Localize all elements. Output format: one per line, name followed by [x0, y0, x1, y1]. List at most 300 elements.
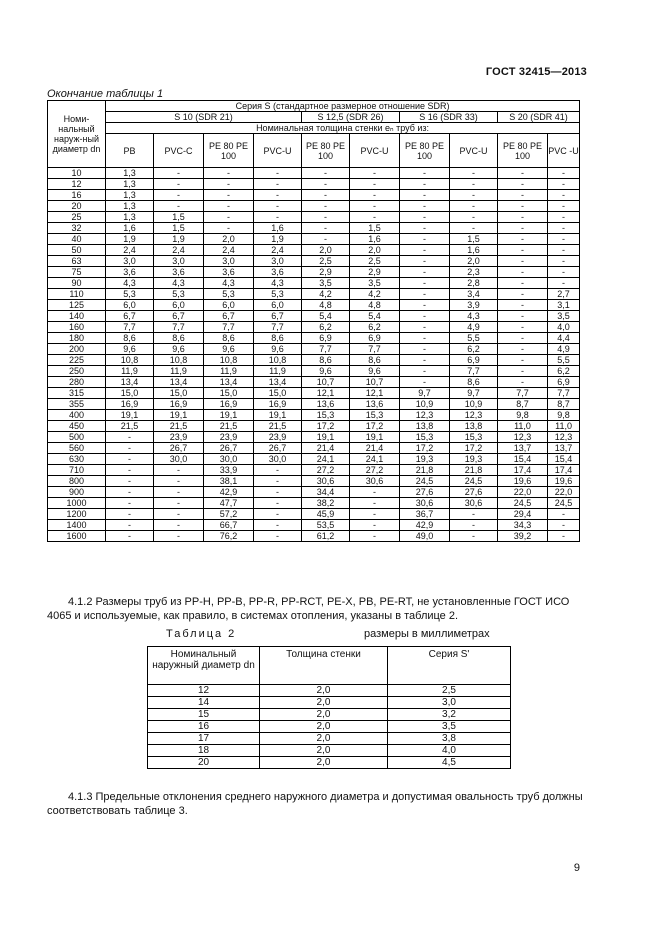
material-header: PE 80 PE 100	[302, 134, 350, 168]
thickness-cell: 19,1	[302, 432, 350, 443]
thickness-cell: 19,6	[548, 476, 580, 487]
thickness-cell: -	[498, 168, 548, 179]
thickness-cell: -	[498, 179, 548, 190]
series-cell: 3,0	[388, 697, 511, 709]
table-row	[48, 333, 580, 344]
thickness-cell: 24,5	[498, 498, 548, 509]
thickness-cell: -	[204, 223, 254, 234]
thickness-cell: 2,4	[106, 245, 154, 256]
thickness-cell: -	[254, 498, 302, 509]
thickness-cell: -	[450, 179, 498, 190]
diameter-cell: 15	[148, 709, 260, 721]
wall-cell: 2,0	[260, 721, 388, 733]
thickness-cell: 66,7	[204, 520, 254, 531]
thickness-cell: -	[350, 212, 400, 223]
thickness-cell: 12,3	[498, 432, 548, 443]
table-1-caption: Окончание таблицы 1	[47, 88, 164, 100]
thickness-cell: -	[548, 168, 580, 179]
thickness-cell: 1,9	[154, 234, 204, 245]
thickness-cell: -	[350, 201, 400, 212]
thickness-cell: -	[106, 476, 154, 487]
thickness-cell: 6,2	[548, 366, 580, 377]
thickness-cell: 1,9	[106, 234, 154, 245]
thickness-cell: 7,7	[204, 322, 254, 333]
table-row	[48, 300, 580, 311]
thickness-cell: 30,6	[302, 476, 350, 487]
thickness-cell: 24,5	[548, 498, 580, 509]
thickness-cell: -	[254, 201, 302, 212]
thickness-cell: 13,4	[106, 377, 154, 388]
thickness-cell: 5,3	[154, 289, 204, 300]
thickness-cell: 27,2	[302, 465, 350, 476]
thickness-cell: -	[498, 289, 548, 300]
table-row	[148, 685, 511, 697]
thickness-cell: 6,7	[154, 311, 204, 322]
thickness-cell: -	[154, 509, 204, 520]
thickness-cell: 9,7	[400, 388, 450, 399]
thickness-cell: 5,4	[350, 311, 400, 322]
thickness-cell: -	[254, 465, 302, 476]
thickness-cell: 12,3	[450, 410, 498, 421]
series-s10-header: S 10 (SDR 21)	[106, 112, 302, 123]
thickness-cell: 39,2	[498, 531, 548, 542]
thickness-cell: 23,9	[204, 432, 254, 443]
thickness-cell: 11,0	[498, 421, 548, 432]
diameter-cell: 800	[48, 476, 106, 487]
thickness-cell: 38,2	[302, 498, 350, 509]
diameter-cell: 900	[48, 487, 106, 498]
thickness-cell: -	[254, 179, 302, 190]
thickness-cell: 1,3	[106, 212, 154, 223]
thickness-cell: -	[400, 190, 450, 201]
thickness-cell: -	[498, 245, 548, 256]
thickness-cell: 4,0	[548, 322, 580, 333]
diameter-cell: 710	[48, 465, 106, 476]
thickness-cell: -	[400, 179, 450, 190]
t2-series-header: Серия S'	[388, 647, 511, 685]
thickness-cell: 17,2	[400, 443, 450, 454]
diameter-cell: 180	[48, 333, 106, 344]
thickness-cell: -	[254, 168, 302, 179]
thickness-cell: -	[400, 355, 450, 366]
thickness-cell: -	[548, 509, 580, 520]
thickness-cell: 3,0	[106, 256, 154, 267]
thickness-cell: -	[154, 520, 204, 531]
thickness-cell: 12,3	[400, 410, 450, 421]
diameter-cell: 40	[48, 234, 106, 245]
thickness-cell: 61,2	[302, 531, 350, 542]
thickness-cell: 10,9	[450, 399, 498, 410]
thickness-cell: 15,3	[400, 432, 450, 443]
thickness-cell: -	[400, 366, 450, 377]
thickness-cell: -	[254, 531, 302, 542]
thickness-cell: -	[498, 278, 548, 289]
thickness-cell: -	[498, 333, 548, 344]
table-2	[147, 646, 511, 769]
thickness-cell: -	[400, 256, 450, 267]
thickness-cell: 5,4	[302, 311, 350, 322]
thickness-cell: 8,6	[106, 333, 154, 344]
diameter-cell: 250	[48, 366, 106, 377]
thickness-cell: -	[400, 333, 450, 344]
material-header: PE 80 PE 100	[498, 134, 548, 168]
thickness-cell: 1,9	[254, 234, 302, 245]
thickness-cell: 13,4	[154, 377, 204, 388]
thickness-cell: -	[302, 190, 350, 201]
diameter-cell: 1200	[48, 509, 106, 520]
diameter-cell: 1600	[48, 531, 106, 542]
thickness-cell: -	[350, 498, 400, 509]
diameter-cell: 1000	[48, 498, 106, 509]
thickness-cell: 17,4	[498, 465, 548, 476]
thickness-cell: 7,7	[350, 344, 400, 355]
thickness-cell: 1,3	[106, 190, 154, 201]
thickness-cell: -	[498, 377, 548, 388]
thickness-cell: -	[450, 520, 498, 531]
page-number: 9	[573, 862, 580, 874]
thickness-cell: 2,4	[254, 245, 302, 256]
thickness-cell: 8,6	[154, 333, 204, 344]
thickness-cell: 8,6	[450, 377, 498, 388]
thickness-cell: 16,9	[106, 399, 154, 410]
thickness-cell: 22,0	[498, 487, 548, 498]
thickness-cell: 1,3	[106, 168, 154, 179]
material-header: PVC -U	[548, 134, 580, 168]
thickness-cell: 3,0	[254, 256, 302, 267]
thickness-cell: 2,8	[450, 278, 498, 289]
table-row	[48, 190, 580, 201]
thickness-cell: 13,4	[254, 377, 302, 388]
thickness-cell: 23,9	[154, 432, 204, 443]
thickness-cell: 4,3	[254, 278, 302, 289]
paragraph-4-1-2: 4.1.2 Размеры труб из PP-H, PP-B, PP-R, PP-RCT, PE-X, PB, PE-RT, не установленные ГОСТ ИСО 4065 и используемые, как правило, в системах отопления, указаны в таблице 2.	[47, 596, 570, 622]
table-row	[48, 223, 580, 234]
thickness-cell: 1,6	[450, 245, 498, 256]
diameter-cell: 1400	[48, 520, 106, 531]
thickness-cell: -	[450, 223, 498, 234]
thickness-cell: -	[498, 212, 548, 223]
thickness-cell: 21,5	[154, 421, 204, 432]
thickness-cell: 21,4	[302, 443, 350, 454]
thickness-cell: -	[302, 234, 350, 245]
thickness-cell: -	[204, 212, 254, 223]
thickness-cell: 9,6	[302, 366, 350, 377]
series-cell: 3,8	[388, 733, 511, 745]
thickness-cell: 21,4	[350, 443, 400, 454]
thickness-cell: 1,3	[106, 201, 154, 212]
thickness-cell: 2,4	[154, 245, 204, 256]
thickness-cell: 12,1	[302, 388, 350, 399]
thickness-cell: 10,8	[204, 355, 254, 366]
table-row	[48, 311, 580, 322]
thickness-cell: 1,5	[350, 223, 400, 234]
thickness-cell: 19,1	[254, 410, 302, 421]
table-row	[48, 476, 580, 487]
material-header: PE 80 PE 100	[204, 134, 254, 168]
thickness-cell: 6,9	[548, 377, 580, 388]
thickness-cell: -	[350, 487, 400, 498]
table-row	[48, 355, 580, 366]
diameter-cell: 140	[48, 311, 106, 322]
thickness-cell: 9,6	[204, 344, 254, 355]
thickness-cell: -	[450, 509, 498, 520]
table-row	[48, 498, 580, 509]
thickness-cell: 19,1	[350, 432, 400, 443]
thickness-cell: 17,2	[350, 421, 400, 432]
thickness-cell: -	[548, 212, 580, 223]
thickness-cell: 9,8	[498, 410, 548, 421]
thickness-cell: 45,9	[302, 509, 350, 520]
thickness-cell: -	[254, 487, 302, 498]
thickness-cell: 4,8	[302, 300, 350, 311]
diameter-cell: 32	[48, 223, 106, 234]
diameter-cell: 400	[48, 410, 106, 421]
thickness-cell: -	[204, 168, 254, 179]
thickness-cell: 10,8	[106, 355, 154, 366]
diameter-cell: 12	[48, 179, 106, 190]
thickness-cell: -	[350, 520, 400, 531]
thickness-cell: -	[204, 179, 254, 190]
standard-designation: ГОСТ 32415—2013	[485, 66, 587, 78]
thickness-cell: 6,7	[204, 311, 254, 322]
diameter-cell: 75	[48, 267, 106, 278]
thickness-cell: -	[498, 311, 548, 322]
series-cell: 3,5	[388, 721, 511, 733]
table-row	[48, 267, 580, 278]
table-row	[148, 709, 511, 721]
thickness-cell: -	[400, 212, 450, 223]
thickness-cell: 23,9	[254, 432, 302, 443]
t2-wall-header: Толщина стенки	[260, 647, 388, 685]
diameter-cell: 450	[48, 421, 106, 432]
thickness-cell: -	[548, 179, 580, 190]
thickness-cell: 15,0	[204, 388, 254, 399]
thickness-cell: -	[400, 201, 450, 212]
thickness-cell: -	[400, 344, 450, 355]
thickness-cell: 30,6	[350, 476, 400, 487]
thickness-cell: 4,3	[204, 278, 254, 289]
thickness-cell: -	[254, 190, 302, 201]
table-row	[48, 256, 580, 267]
thickness-cell: 7,7	[548, 388, 580, 399]
thickness-cell: 27,2	[350, 465, 400, 476]
diameter-cell: 63	[48, 256, 106, 267]
thickness-cell: -	[254, 476, 302, 487]
table-row	[48, 366, 580, 377]
thickness-cell: 3,5	[350, 278, 400, 289]
table-row	[48, 443, 580, 454]
thickness-cell: 5,3	[254, 289, 302, 300]
thickness-cell: -	[400, 223, 450, 234]
thickness-cell: -	[548, 201, 580, 212]
thickness-cell: -	[400, 168, 450, 179]
diameter-cell: 560	[48, 443, 106, 454]
thickness-cell: -	[400, 245, 450, 256]
thickness-cell: -	[204, 201, 254, 212]
thickness-cell: 15,4	[498, 454, 548, 465]
thickness-cell: -	[498, 322, 548, 333]
thickness-cell: 13,4	[204, 377, 254, 388]
thickness-cell: 2,9	[350, 267, 400, 278]
thickness-cell: 3,1	[548, 300, 580, 311]
thickness-cell: -	[350, 531, 400, 542]
table-row	[48, 520, 580, 531]
thickness-cell: 1,5	[450, 234, 498, 245]
thickness-cell: 19,3	[450, 454, 498, 465]
thickness-cell: 19,1	[106, 410, 154, 421]
diameter-cell: 355	[48, 399, 106, 410]
thickness-cell: -	[548, 245, 580, 256]
thickness-cell: 3,5	[548, 311, 580, 322]
thickness-cell: 53,5	[302, 520, 350, 531]
paragraph-4-1-3: 4.1.3 Предельные отклонения среднего наружного диаметра и допустимая овальность труб должны соответствовать таблице 3.	[47, 791, 583, 817]
material-header: PVC-U	[254, 134, 302, 168]
thickness-cell: -	[548, 234, 580, 245]
diameter-column-header: Номи-нальный наруж-ный диаметр dn	[48, 101, 106, 168]
table-row	[148, 745, 511, 757]
thickness-cell: 6,7	[254, 311, 302, 322]
thickness-cell: 33,9	[204, 465, 254, 476]
thickness-cell: -	[154, 168, 204, 179]
wall-cell: 2,0	[260, 733, 388, 745]
thickness-cell: 11,9	[204, 366, 254, 377]
thickness-cell: -	[106, 432, 154, 443]
series-cell: 2,5	[388, 685, 511, 697]
thickness-cell: 3,5	[302, 278, 350, 289]
thickness-cell: -	[154, 531, 204, 542]
thickness-cell: 12,3	[548, 432, 580, 443]
thickness-cell: -	[400, 234, 450, 245]
thickness-cell: -	[450, 212, 498, 223]
wall-cell: 2,0	[260, 697, 388, 709]
thickness-cell: 13,8	[400, 421, 450, 432]
table-row	[48, 289, 580, 300]
table-row	[48, 201, 580, 212]
thickness-cell: 4,9	[548, 344, 580, 355]
thickness-cell: 30,0	[254, 454, 302, 465]
thickness-cell: 7,7	[450, 366, 498, 377]
table-row	[48, 465, 580, 476]
thickness-cell: 13,7	[548, 443, 580, 454]
table-row	[48, 531, 580, 542]
thickness-cell: 6,0	[106, 300, 154, 311]
thickness-cell: 2,5	[302, 256, 350, 267]
thickness-cell: 26,7	[154, 443, 204, 454]
thickness-cell: 13,6	[302, 399, 350, 410]
thickness-cell: -	[498, 256, 548, 267]
table-row	[148, 757, 511, 769]
table-row	[48, 168, 580, 179]
thickness-cell: -	[254, 509, 302, 520]
thickness-cell: 4,2	[302, 289, 350, 300]
thickness-cell: 34,4	[302, 487, 350, 498]
thickness-cell: 6,2	[450, 344, 498, 355]
thickness-cell: 47,7	[204, 498, 254, 509]
thickness-cell: 2,4	[204, 245, 254, 256]
thickness-cell: -	[400, 289, 450, 300]
thickness-cell: -	[302, 223, 350, 234]
table-row	[48, 245, 580, 256]
thickness-cell: 76,2	[204, 531, 254, 542]
series-header: Серия S (стандартное размерное отношение SDR)	[106, 101, 580, 112]
thickness-cell: 24,5	[450, 476, 498, 487]
thickness-cell: -	[498, 201, 548, 212]
table-row	[48, 278, 580, 289]
thickness-cell: 21,5	[254, 421, 302, 432]
series-cell: 4,0	[388, 745, 511, 757]
thickness-cell: 34,3	[498, 520, 548, 531]
table-row	[48, 421, 580, 432]
thickness-cell: 13,8	[450, 421, 498, 432]
thickness-cell: 9,6	[350, 366, 400, 377]
thickness-cell: 4,2	[350, 289, 400, 300]
thickness-cell: -	[400, 322, 450, 333]
thickness-cell: 21,8	[400, 465, 450, 476]
thickness-cell: 10,7	[302, 377, 350, 388]
thickness-cell: 6,9	[350, 333, 400, 344]
material-header: PB	[106, 134, 154, 168]
diameter-cell: 18	[148, 745, 260, 757]
thickness-cell: 4,3	[106, 278, 154, 289]
table-row	[48, 432, 580, 443]
thickness-cell: 4,8	[350, 300, 400, 311]
thickness-cell: 5,5	[450, 333, 498, 344]
thickness-cell: 30,0	[204, 454, 254, 465]
thickness-cell: 19,1	[154, 410, 204, 421]
table-row	[48, 377, 580, 388]
series-cell: 3,2	[388, 709, 511, 721]
thickness-cell: 3,6	[154, 267, 204, 278]
thickness-cell: -	[548, 256, 580, 267]
diameter-cell: 12	[148, 685, 260, 697]
thickness-cell: 10,9	[400, 399, 450, 410]
thickness-cell: 2,3	[450, 267, 498, 278]
thickness-cell: 6,0	[204, 300, 254, 311]
diameter-cell: 315	[48, 388, 106, 399]
thickness-cell: 16,9	[204, 399, 254, 410]
thickness-cell: -	[548, 520, 580, 531]
thickness-cell: 8,6	[350, 355, 400, 366]
thickness-cell: 7,7	[254, 322, 302, 333]
thickness-cell: 4,4	[548, 333, 580, 344]
diameter-cell: 160	[48, 322, 106, 333]
thickness-cell: 7,7	[106, 322, 154, 333]
thickness-cell: -	[400, 377, 450, 388]
thickness-cell: 4,9	[450, 322, 498, 333]
thickness-cell: -	[548, 223, 580, 234]
diameter-cell: 50	[48, 245, 106, 256]
thickness-cell: -	[350, 168, 400, 179]
wall-thickness-header: Номинальная толщина стенки eₙ труб из:	[106, 123, 580, 134]
thickness-cell: -	[350, 509, 400, 520]
diameter-cell: 90	[48, 278, 106, 289]
thickness-cell: 38,1	[204, 476, 254, 487]
thickness-cell: 21,5	[106, 421, 154, 432]
thickness-cell: 2,0	[302, 245, 350, 256]
table-row	[148, 733, 511, 745]
thickness-cell: 1,6	[106, 223, 154, 234]
thickness-cell: 5,3	[204, 289, 254, 300]
thickness-cell: 19,3	[400, 454, 450, 465]
thickness-cell: -	[400, 300, 450, 311]
series-s20-header: S 20 (SDR 41)	[498, 112, 580, 123]
thickness-cell: 11,9	[106, 366, 154, 377]
material-header: PVC-U	[450, 134, 498, 168]
thickness-cell: 11,9	[254, 366, 302, 377]
thickness-cell: 26,7	[204, 443, 254, 454]
material-header: PE 80 PE 100	[400, 134, 450, 168]
thickness-cell: -	[498, 366, 548, 377]
